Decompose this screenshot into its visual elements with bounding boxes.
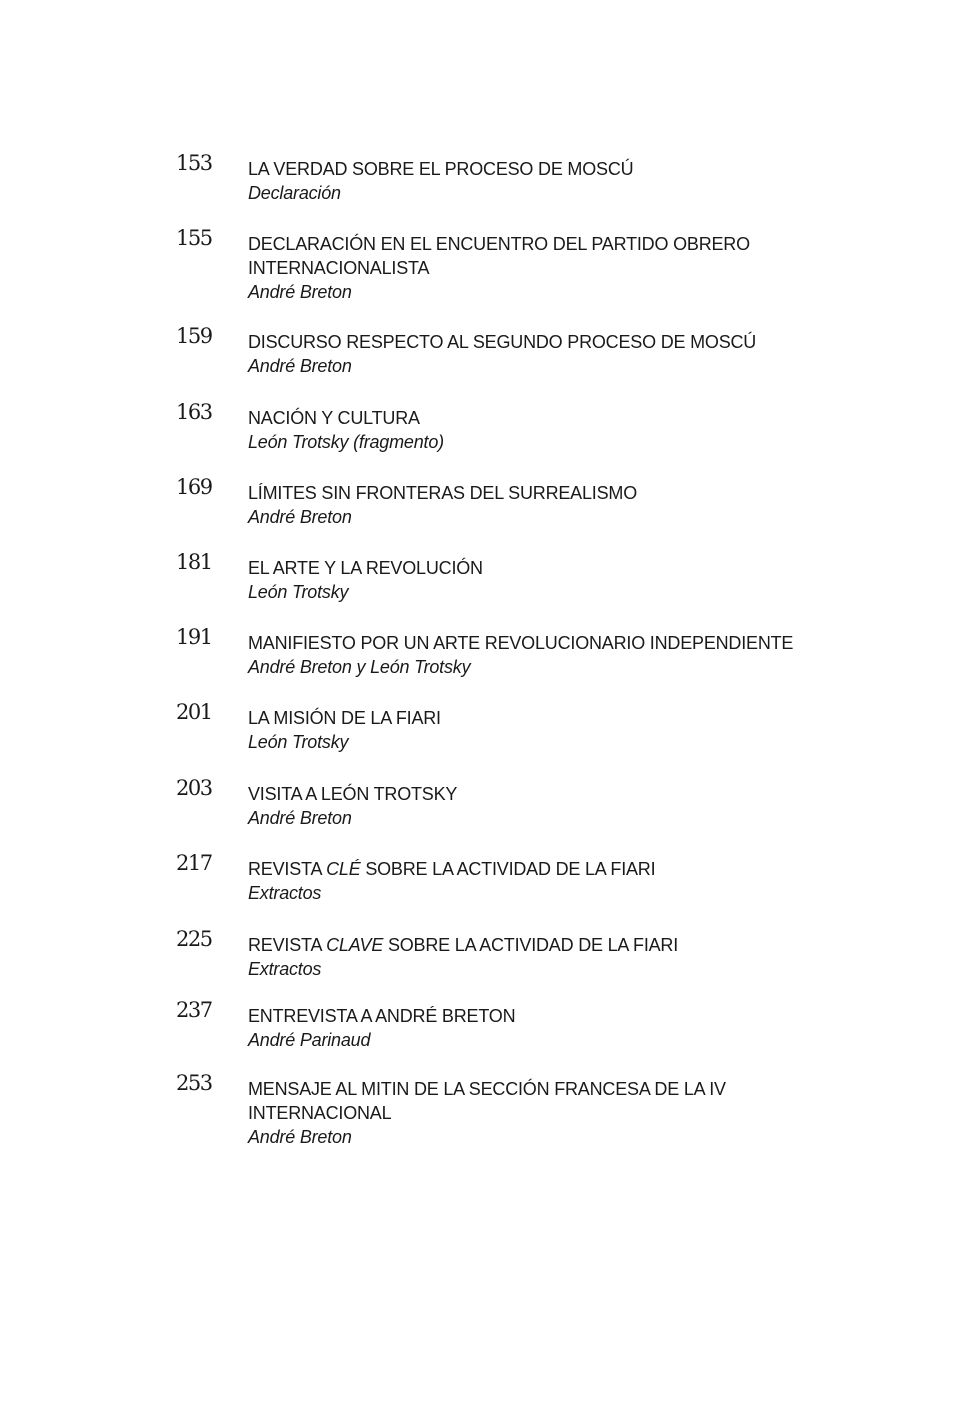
entry-title-line2: INTERNACIONAL <box>248 1103 392 1123</box>
entry-title: MANIFIESTO POR UN ARTE REVOLUCIONARIO INDEPENDIENTE <box>248 633 794 653</box>
entry-author: André Breton <box>248 507 352 527</box>
entry-author: André Breton <box>248 1127 352 1147</box>
entry-title-italic: CLÉ <box>326 859 361 879</box>
entry-author: Extractos <box>248 959 322 979</box>
page-number: 225 <box>176 927 212 951</box>
entry-title-line1: MENSAJE AL MITIN DE LA SECCIÓN FRANCESA DE LA IV <box>248 1079 726 1099</box>
entry-author: León Trotsky <box>248 582 349 602</box>
page-number: 217 <box>176 851 212 875</box>
entry-title: LÍMITES SIN FRONTERAS DEL SURREALISMO <box>248 483 638 503</box>
page-number: 159 <box>176 324 212 348</box>
entry-text <box>248 232 808 304</box>
entry-author: André Breton <box>248 282 352 302</box>
entry-text <box>248 782 808 830</box>
entry-title <box>248 933 808 957</box>
entry-title-prefix: REVISTA <box>248 859 327 879</box>
entry-text <box>248 857 808 905</box>
page-number: 237 <box>176 998 212 1022</box>
page-number: 163 <box>176 400 212 424</box>
entry-text <box>248 330 808 378</box>
entry-text <box>248 556 808 604</box>
entry-author: León Trotsky (fragmento) <box>248 432 444 452</box>
page-number: 181 <box>176 550 212 574</box>
entry-title-line2: INTERNACIONALISTA <box>248 258 430 278</box>
entry-text <box>248 631 808 679</box>
entry-author: León Trotsky <box>248 732 349 752</box>
entry-title: LA VERDAD SOBRE EL PROCESO DE MOSCÚ <box>248 159 634 179</box>
page-number: 169 <box>176 475 212 499</box>
entry-title <box>248 857 808 881</box>
entry-title: NACIÓN Y CULTURA <box>248 408 420 428</box>
entry-title: LA MISIÓN DE LA FIARI <box>248 708 441 728</box>
page-number: 253 <box>176 1071 212 1095</box>
page-number: 201 <box>176 700 212 724</box>
entry-title: ENTREVISTA A ANDRÉ BRETON <box>248 1006 516 1026</box>
entry-author: Declaración <box>248 183 341 203</box>
entry-title: EL ARTE Y LA REVOLUCIÓN <box>248 558 483 578</box>
entry-title: DISCURSO RESPECTO AL SEGUNDO PROCESO DE MOSCÚ <box>248 332 757 352</box>
page-number: 155 <box>176 226 212 250</box>
page-number: 203 <box>176 776 212 800</box>
entry-author: André Breton <box>248 808 352 828</box>
entry-title-italic: CLAVE <box>326 935 384 955</box>
entry-author: André Parinaud <box>248 1030 371 1050</box>
entry-text <box>248 933 808 981</box>
entry-title-suffix: SOBRE LA ACTIVIDAD DE LA FIARI <box>360 859 656 879</box>
entry-text <box>248 481 808 529</box>
entry-author: Extractos <box>248 883 322 903</box>
entry-title: VISITA A LEÓN TROTSKY <box>248 784 458 804</box>
page-number: 191 <box>176 625 212 649</box>
entry-author: André Breton y León Trotsky <box>248 657 471 677</box>
entry-text <box>248 706 808 754</box>
page-number: 153 <box>176 151 212 175</box>
entry-text <box>248 1077 808 1149</box>
entry-title-line1: DECLARACIÓN EN EL ENCUENTRO DEL PARTIDO OBRERO <box>248 234 750 254</box>
entry-text <box>248 406 808 454</box>
entry-text <box>248 1004 808 1052</box>
entry-text <box>248 157 808 205</box>
entry-title-suffix: SOBRE LA ACTIVIDAD DE LA FIARI <box>383 935 679 955</box>
entry-title-prefix: REVISTA <box>248 935 327 955</box>
entry-author: André Breton <box>248 356 352 376</box>
